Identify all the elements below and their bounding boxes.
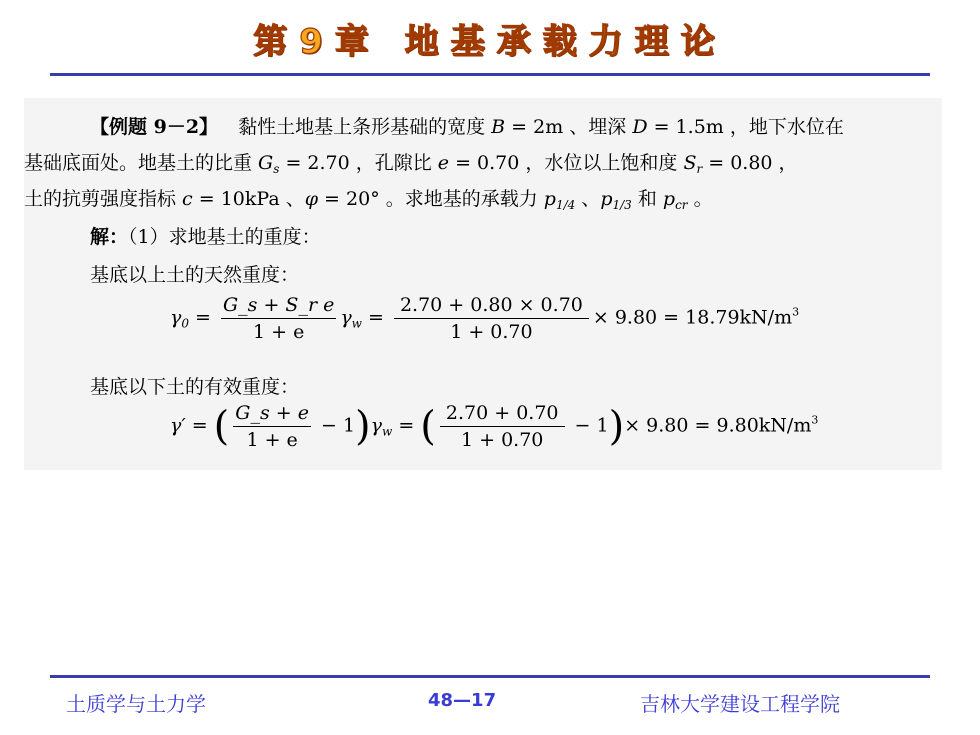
eq1-result: × 9.80 = 18.79kN/m — [592, 306, 793, 329]
eq2-numeric-fraction — [440, 400, 565, 453]
footer-course: 土质学与土力学 — [66, 692, 206, 716]
equation-1 — [170, 292, 799, 345]
equation-2 — [170, 400, 818, 453]
eq1-num-frac-den: 1 + 0.70 — [450, 321, 533, 343]
var-B: B — [491, 116, 506, 138]
eq2-unit-sup: 3 — [811, 413, 819, 427]
eq2-result: × 9.80 = 9.80kN/m — [624, 414, 812, 437]
line3-text: 土的抗剪强度指标 — [24, 188, 183, 210]
example-line-3 — [24, 184, 713, 212]
eq2-num-frac-num: 2.70 + 0.70 — [440, 400, 565, 427]
var-phi: φ — [304, 188, 319, 210]
eq2-gamma-w-sub: w — [382, 424, 393, 439]
var-Gs: G — [258, 152, 274, 174]
eq2-symbolic-fraction — [233, 400, 311, 453]
eq2-equals: = — [185, 414, 214, 437]
top-divider — [50, 73, 930, 76]
footer-institution: 吉林大学建设工程学院 — [640, 692, 840, 716]
eq1-frac-den: 1 + e — [252, 321, 305, 343]
Gs-value: = 2.70 ，孔隙比 — [279, 152, 438, 174]
solution-label: 解： — [90, 226, 129, 248]
var-p13: p — [600, 188, 613, 210]
eq2-left-paren: ( — [213, 403, 230, 450]
eq2-frac-den: 1 + e — [246, 429, 298, 451]
eq2-right-paren: ) — [355, 403, 371, 450]
var-Gs-sub: s — [273, 162, 280, 176]
var-p13-sub: 1/3 — [612, 198, 632, 212]
eq1-lhs: γ — [170, 306, 182, 329]
var-Sr: S — [683, 152, 697, 174]
eq1-equals: = — [189, 306, 217, 329]
solution-step1: （1）求地基土的重度： — [128, 226, 321, 248]
var-p14: p — [543, 188, 556, 210]
var-D: D — [632, 116, 648, 138]
eq1-gamma-w-sub: w — [351, 316, 362, 331]
eq2-lhs: γ′ — [170, 414, 186, 437]
example-label: 【例题 9－2】 — [90, 116, 219, 138]
c-value: = 10kPa 、 — [192, 188, 305, 210]
var-Sr-sub: r — [696, 162, 703, 176]
B-value: = 2m 、埋深 — [505, 116, 633, 138]
eq1-num-frac-num: 2.70 + 0.80 × 0.70 — [394, 292, 589, 319]
example-line-1 — [90, 112, 844, 139]
sep-1: 、 — [575, 188, 601, 210]
eq2-frac-num: G_s + e — [233, 400, 311, 427]
var-e: e — [437, 152, 450, 174]
eq1-numeric-fraction — [394, 292, 589, 345]
example-line-2 — [24, 148, 798, 176]
line3-end: 。 — [687, 188, 713, 210]
eq1-gamma-w: γ — [340, 306, 352, 329]
eq2-equals-2: = — [392, 414, 421, 437]
phi-value: = 20° 。求地基的承载力 — [318, 188, 544, 210]
eq2-num-frac-den: 1 + 0.70 — [461, 429, 544, 451]
above-base-label: 基底以上土的天然重度： — [90, 264, 300, 286]
var-c: c — [182, 188, 193, 210]
var-pcr-sub: cr — [675, 198, 688, 212]
Sr-value: = 0.80 ， — [702, 152, 798, 174]
eq1-frac-num: G_s + S_r e — [221, 292, 336, 319]
line1-text: 黏性土地基上条形基础的宽度 — [238, 116, 486, 138]
eq2-minus-1b: − 1 — [568, 414, 609, 437]
footer-page-number: 48—17 — [428, 690, 497, 711]
e-value: = 0.70 ，水位以上饱和度 — [449, 152, 684, 174]
solution-line — [90, 222, 321, 249]
bottom-divider — [50, 675, 930, 678]
eq2-left-paren-2: ( — [420, 403, 436, 450]
eq1-equals-2: = — [361, 306, 390, 329]
var-pcr: p — [662, 188, 676, 210]
D-value: = 1.5m ，地下水位在 — [647, 116, 844, 138]
and-text: 和 — [631, 188, 663, 210]
page-title: 第9章 地基承载力理论 — [253, 22, 727, 62]
eq2-gamma-w: γ — [370, 414, 383, 437]
eq1-lhs-sub: 0 — [181, 316, 189, 331]
eq1-unit-sup: 3 — [792, 305, 800, 319]
eq2-minus-1: − 1 — [314, 414, 356, 437]
line2-text: 基础底面处。地基土的比重 — [24, 152, 259, 174]
example-content — [24, 98, 942, 470]
eq2-right-paren-2: ) — [608, 403, 625, 450]
var-p14-sub: 1/4 — [555, 198, 576, 212]
eq1-symbolic-fraction — [221, 292, 336, 345]
below-base-label: 基底以下土的有效重度： — [90, 376, 300, 398]
